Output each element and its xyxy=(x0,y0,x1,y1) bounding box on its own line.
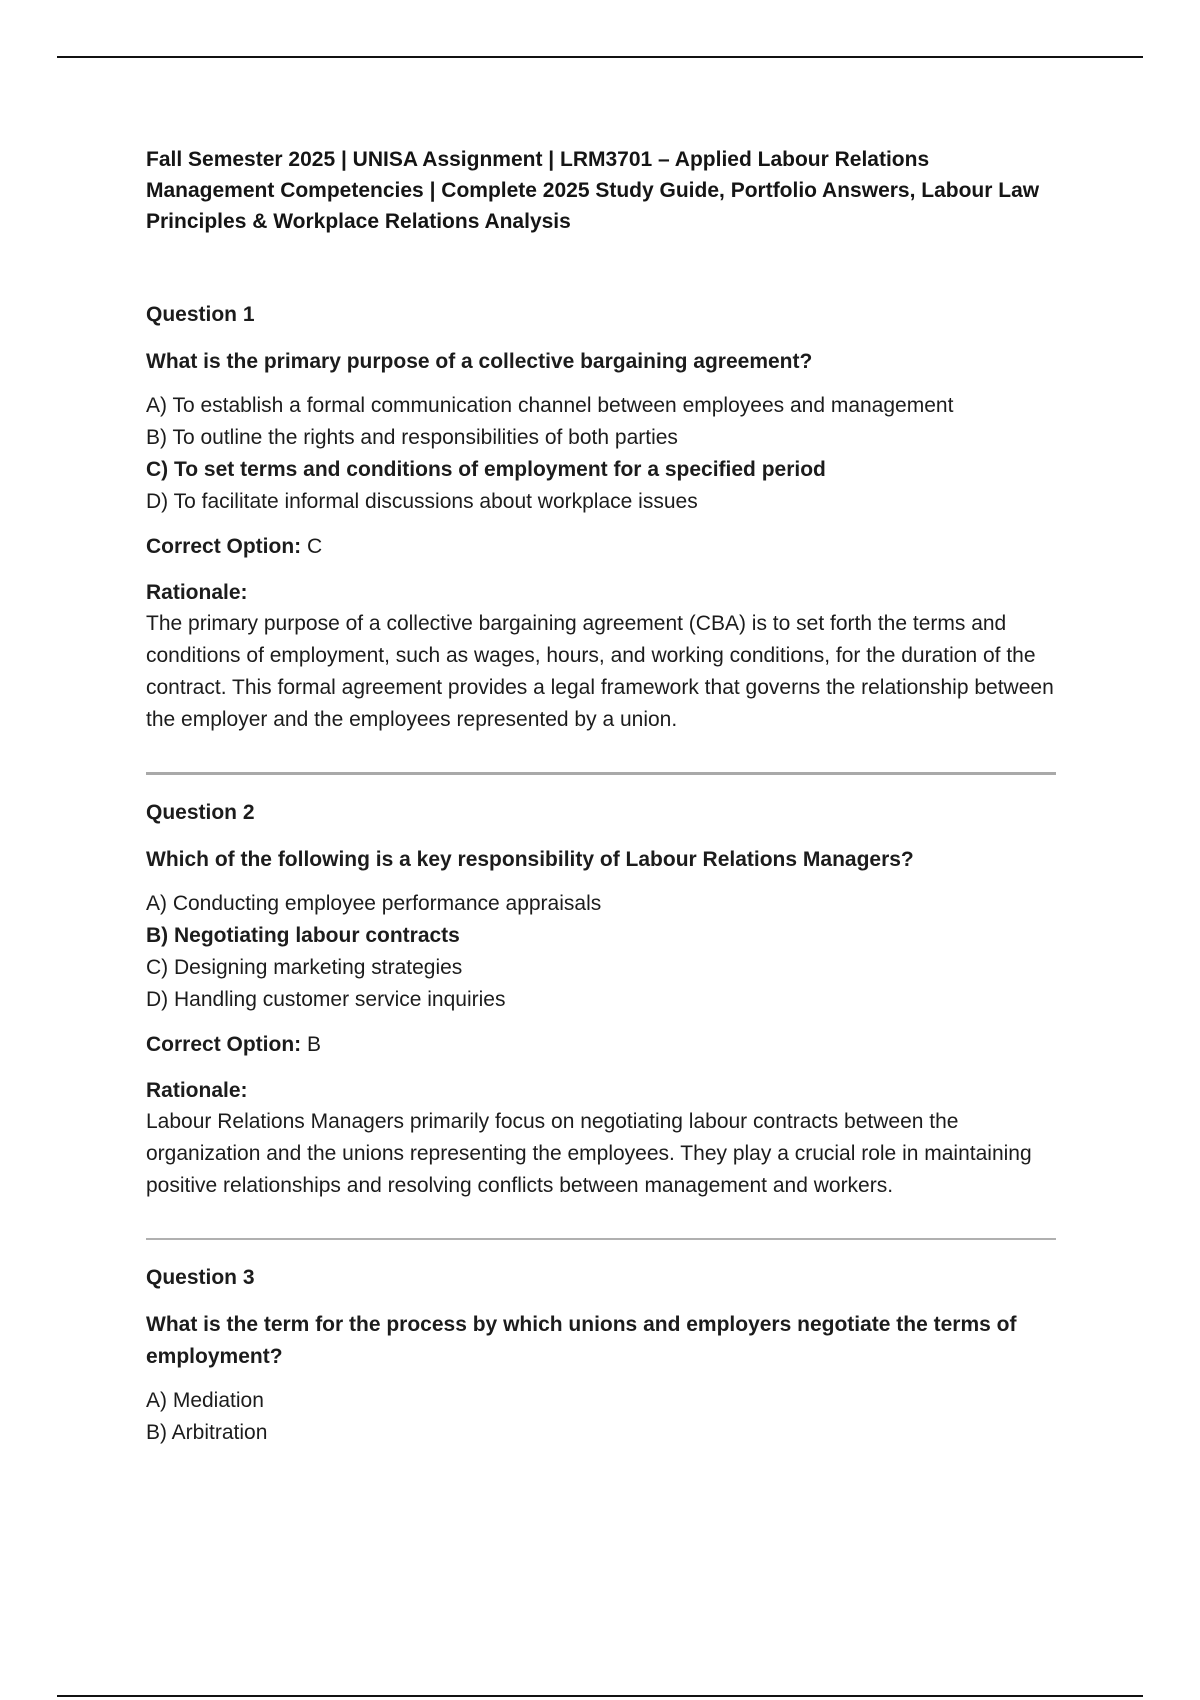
question-text: What is the term for the process by which unions and employers negotiate the terms of employment? xyxy=(146,1313,1017,1368)
correct-option xyxy=(146,1030,1060,1060)
option-d: D) To facilitate informal discussions about workplace issues xyxy=(146,490,698,513)
correct-option-label: Correct Option: xyxy=(146,535,302,558)
option-b: B) Arbitration xyxy=(146,1421,268,1444)
option-c: C) Designing marketing strategies xyxy=(146,956,463,979)
question-divider xyxy=(146,1238,1056,1240)
correct-option xyxy=(146,532,1060,562)
option-c-correct: C) To set terms and conditions of employment for a specified period xyxy=(146,458,826,481)
option-list xyxy=(146,888,1060,1016)
rationale-label: Rationale: xyxy=(146,1079,248,1102)
rationale-label: Rationale: xyxy=(146,581,248,604)
correct-option-value: B xyxy=(307,1033,322,1056)
option-d: D) Handling customer service inquiries xyxy=(146,988,506,1011)
rationale-text: The primary purpose of a collective bargaining agreement (CBA) is to set forth the terms and conditions of employment, such as wages, hours, and working conditions, for the duration of the contract. This formal agreement provides a legal framework that governs the relationship between the employer and the employees represented by a union. xyxy=(146,612,1054,731)
question-3 xyxy=(146,1264,1060,1449)
question-heading: Question 3 xyxy=(146,1266,255,1289)
question-text: What is the primary purpose of a collective bargaining agreement? xyxy=(146,350,813,373)
document-body xyxy=(146,144,1060,1463)
rationale-text: Labour Relations Managers primarily focus on negotiating labour contracts between the organization and the unions representing the employees. They play a crucial role in maintaining positive relationships and resolving conflicts between management and workers. xyxy=(146,1110,1032,1197)
correct-option-value: C xyxy=(307,535,323,558)
option-a: A) Mediation xyxy=(146,1389,264,1412)
question-1 xyxy=(146,301,1060,736)
question-heading: Question 1 xyxy=(146,303,255,326)
question-2 xyxy=(146,799,1060,1202)
question-text: Which of the following is a key responsibility of Labour Relations Managers? xyxy=(146,848,914,871)
question-heading: Question 2 xyxy=(146,801,255,824)
option-list xyxy=(146,1385,1060,1449)
correct-option-label: Correct Option: xyxy=(146,1033,302,1056)
option-b-correct: B) Negotiating labour contracts xyxy=(146,924,460,947)
document-title: Fall Semester 2025 | UNISA Assignment | LRM3701 – Applied Labour Relations Management Competencies | Complete 2025 Study Guide, Portfolio Answers, Labour Law Principles & Workplace Relations Analysis xyxy=(146,148,1040,233)
option-a: A) Conducting employee performance appraisals xyxy=(146,892,602,915)
option-list xyxy=(146,390,1060,518)
page-bottom-rule xyxy=(57,1695,1143,1697)
option-b: B) To outline the rights and responsibilities of both parties xyxy=(146,426,678,449)
option-a: A) To establish a formal communication channel between employees and management xyxy=(146,394,954,417)
page-top-rule xyxy=(57,56,1143,58)
question-divider xyxy=(146,772,1056,775)
